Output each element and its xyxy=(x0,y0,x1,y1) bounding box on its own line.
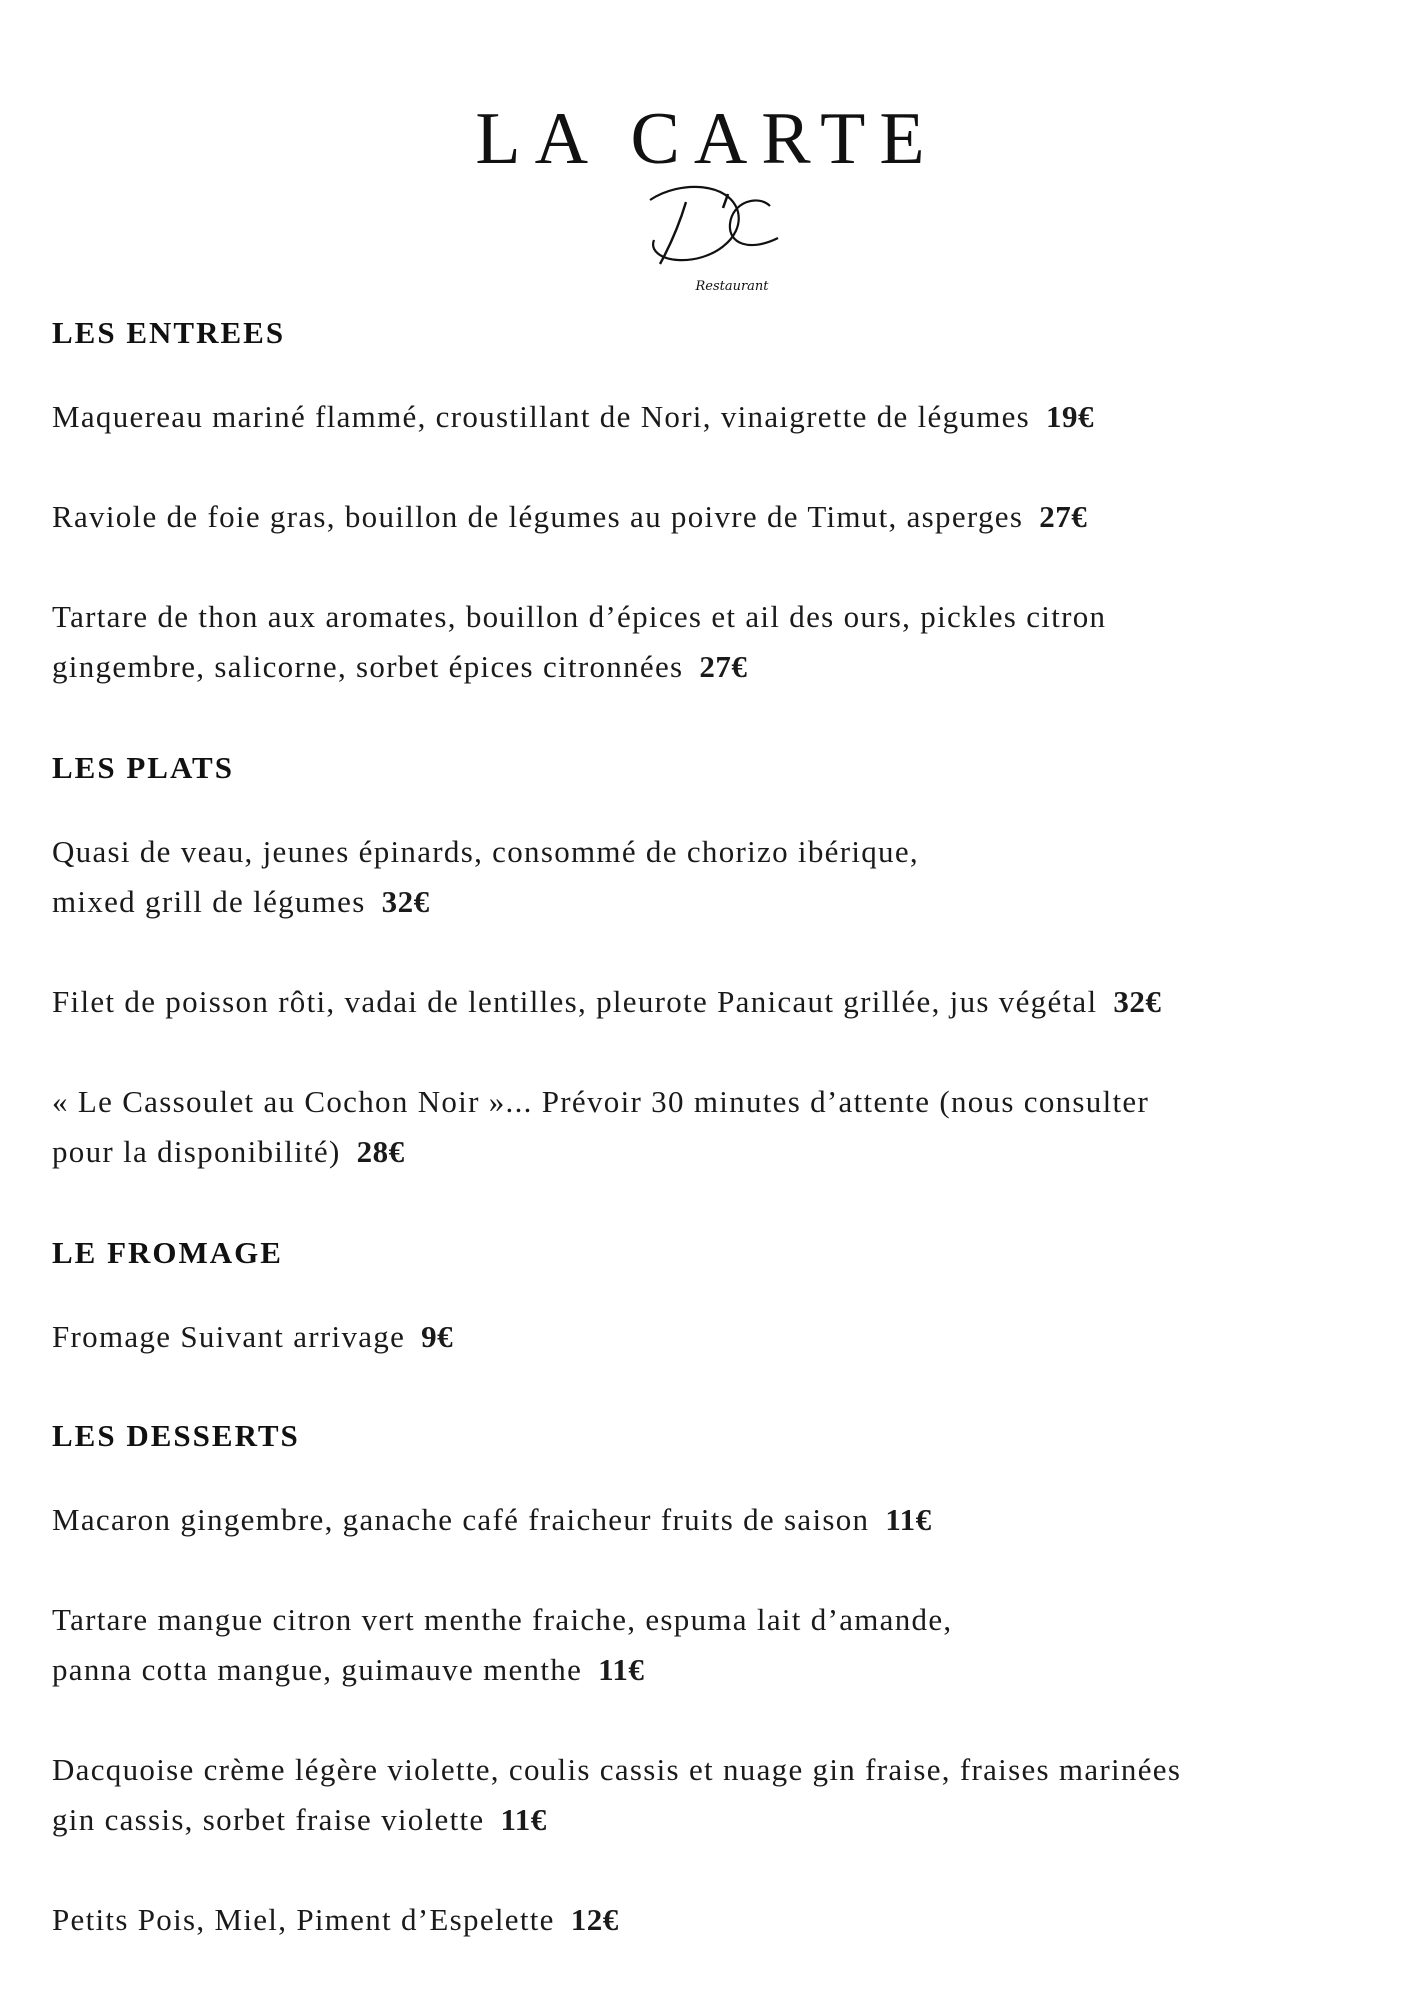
item-description: Quasi de veau, jeunes épinards, consommé de chorizo ibérique, xyxy=(52,834,919,869)
item-description: Tartare de thon aux aromates, bouillon d’épices et ail des ours, pickles citron xyxy=(52,599,1107,634)
menu-item xyxy=(52,1077,1372,1177)
item-price: 27€ xyxy=(699,649,748,684)
item-price: 32€ xyxy=(1113,984,1162,1019)
item-description: Tartare mangue citron vert menthe fraiche, espuma lait d’amande, xyxy=(52,1602,953,1637)
section-title: LE FROMAGE xyxy=(52,1235,283,1270)
item-description: Macaron gingembre, ganache café fraicheur fruits de saison xyxy=(52,1502,870,1537)
section-fromage xyxy=(52,1237,1372,1362)
menu-item xyxy=(52,1312,1372,1362)
item-price: 28€ xyxy=(356,1134,405,1169)
item-price: 12€ xyxy=(570,1902,619,1937)
menu-item xyxy=(52,1495,1372,1545)
item-price: 9€ xyxy=(421,1319,454,1354)
restaurant-logo xyxy=(620,172,790,297)
item-price: 19€ xyxy=(1046,399,1095,434)
menu-item xyxy=(52,977,1372,1027)
menu-item xyxy=(52,1595,1372,1695)
item-description: Dacquoise crème légère violette, coulis cassis et nuage gin fraise, fraises marinées xyxy=(52,1752,1182,1787)
logo-d-stem xyxy=(660,202,686,264)
menu-item xyxy=(52,1745,1372,1845)
item-price: 32€ xyxy=(381,884,430,919)
page-title: LA CARTE xyxy=(475,97,939,180)
item-description-cont: mixed grill de légumes xyxy=(52,884,366,919)
item-description: Filet de poisson rôti, vadai de lentilles, pleurote Panicaut grillée, jus végétal xyxy=(52,984,1098,1019)
item-description: Petits Pois, Miel, Piment d’Espelette xyxy=(52,1902,555,1937)
section-title: LES ENTREES xyxy=(52,315,286,350)
section-plats xyxy=(52,752,1372,1177)
item-description: Raviole de foie gras, bouillon de légumes au poivre de Timut, asperges xyxy=(52,499,1024,534)
item-description-cont: pour la disponibilité) xyxy=(52,1134,341,1169)
item-description: Maquereau mariné flammé, croustillant de Nori, vinaigrette de légumes xyxy=(52,399,1031,434)
item-description-cont: gin cassis, sorbet fraise violette xyxy=(52,1802,485,1837)
item-price: 11€ xyxy=(500,1802,547,1837)
item-description-cont: panna cotta mangue, guimauve menthe xyxy=(52,1652,583,1687)
menu-item xyxy=(52,1895,1372,1945)
menu-item xyxy=(52,827,1372,927)
menu-item xyxy=(52,392,1372,442)
logo-c-stroke xyxy=(730,200,778,245)
item-description-cont: gingembre, salicorne, sorbet épices citronnées xyxy=(52,649,684,684)
section-title: LES PLATS xyxy=(52,750,234,785)
section-desserts xyxy=(52,1420,1372,1945)
menu-item xyxy=(52,592,1372,692)
logo-subtitle: Restaurant xyxy=(695,279,769,294)
item-description: Fromage Suivant arrivage xyxy=(52,1319,406,1354)
item-price: 11€ xyxy=(885,1502,932,1537)
item-description: « Le Cassoulet au Cochon Noir »... Prévoir 30 minutes d’attente (nous consulter xyxy=(52,1084,1150,1119)
section-title: LES DESSERTS xyxy=(52,1418,300,1453)
section-entrees xyxy=(52,317,1372,692)
item-price: 27€ xyxy=(1039,499,1088,534)
menu-item xyxy=(52,492,1372,542)
item-price: 11€ xyxy=(598,1652,645,1687)
